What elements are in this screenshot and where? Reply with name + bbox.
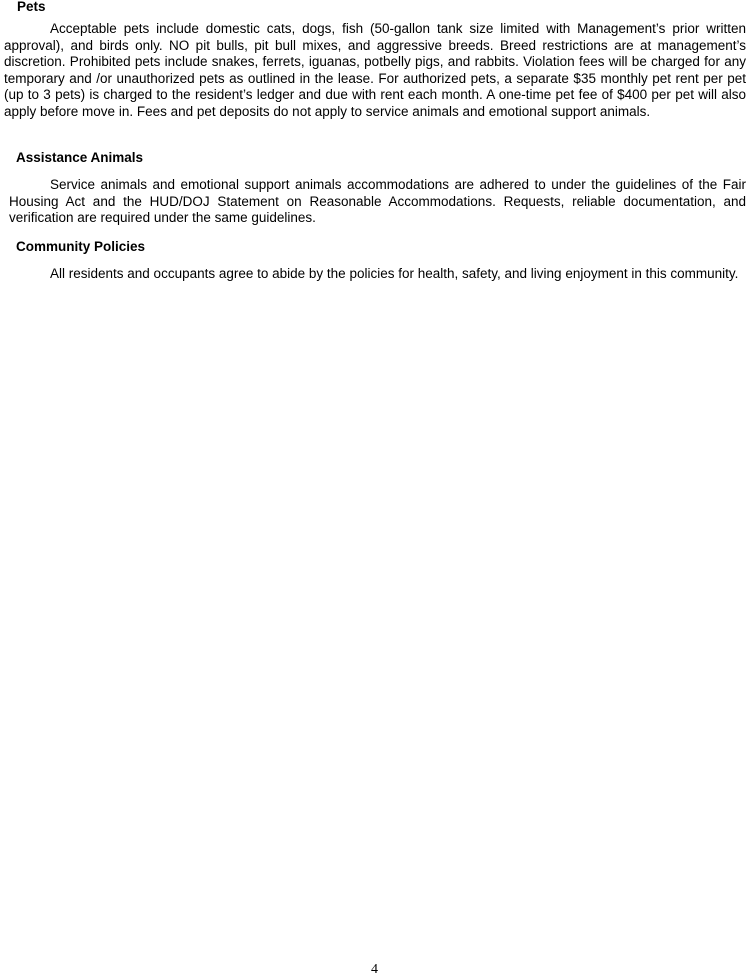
section-heading-community-policies: Community Policies (16, 239, 146, 254)
section-body-assistance-animals: Service animals and emotional support animals accommodations are adhered to under the guidelines of the Fair Housing Act and the HUD/DOJ Statement on Reasonable Accommodations. Requests, reliable documentation, and verification are required under the same guidelines. (9, 177, 746, 226)
section-body-community-policies: All residents and occupants agree to abide by the policies for health, safety, and living enjoyment in this community. (50, 266, 739, 281)
page-number: 4 (371, 962, 378, 977)
section-body-pets: Acceptable pets include domestic cats, dogs, fish (50-gallon tank size limited with Management’s prior written approval), and birds only. NO pit bulls, pit bull mixes, and aggressive breeds. Breed restrictions are at management’s discretion. Prohibited pets include snakes, ferrets, iguanas, potbelly pigs, and rabbits. Violation fees will be charged for any temporary and /or unauthorized pets as outlined in the lease. For authorized pets, a separate $35 monthly pet rent per pet (up to 3 pets) is charged to the resident’s ledger and due with rent each month. A one-time pet fee of $400 per pet will also apply before move in. Fees and pet deposits do not apply to service animals and emotional support animals. (4, 21, 746, 119)
section-heading-assistance-animals: Assistance Animals (16, 150, 144, 165)
section-heading-pets: Pets (17, 0, 46, 14)
